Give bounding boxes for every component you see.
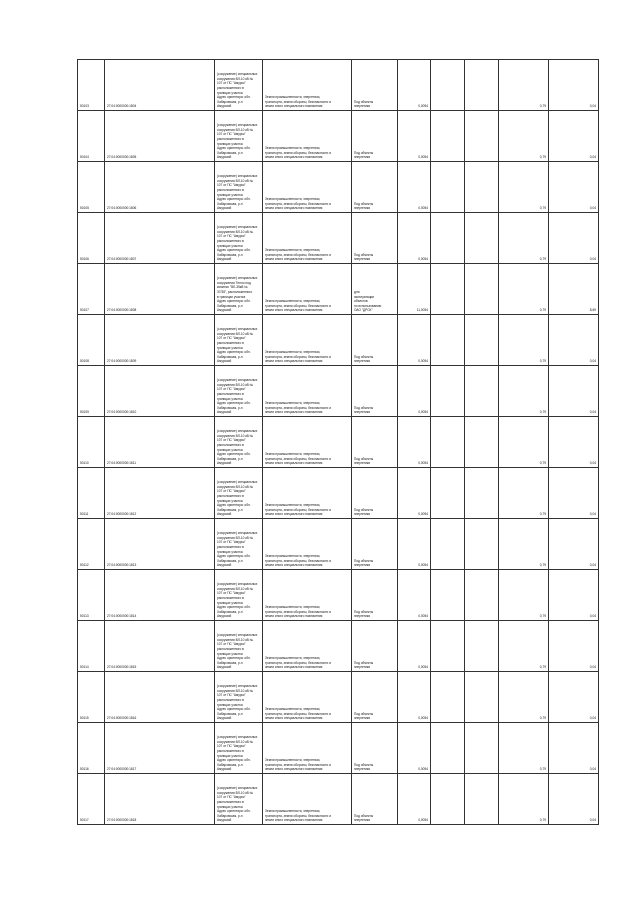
plot-area: 0,0054 (398, 672, 431, 723)
cadastral-number: 27:04:0000000:1811 (105, 417, 215, 468)
empty-cell (465, 366, 499, 417)
empty-cell (431, 519, 465, 570)
permitted-use: Под объекты энергетики (352, 366, 398, 417)
empty-cell (431, 672, 465, 723)
empty-cell (431, 621, 465, 672)
cadastral-number: 27:04:0000000:1812 (105, 468, 215, 519)
permitted-use: для эксплуатации объектов по использованию ОАО "ДРСК" (352, 264, 398, 315)
object-description: (сооружение) специальных сооружения ВЛ-10 кВ № 107 от ПС "Амурск" расположенного в границах участка Адрес ориентира: обл. Хабаровская, р-н Амурский (215, 621, 263, 672)
object-description: (сооружение) специальных сооружения ВЛ-10 кВ № 107 от ПС "Амурск" расположенного в границах участка Адрес ориентира: обл. Хабаровская, р-н Амурский (215, 315, 263, 366)
permitted-use: Под объекты энергетики (352, 417, 398, 468)
cadastral-number: 27:04:0000000:1816 (105, 672, 215, 723)
row-number: 50109 (78, 366, 105, 417)
rate-value: 0,79 (499, 162, 549, 213)
table-row (78, 264, 599, 315)
sum-value: 8,69 (549, 264, 599, 315)
cadastral-number: 27:04:0000000:1806 (105, 162, 215, 213)
rate-value: 0,79 (499, 366, 549, 417)
sum-value: 0,04 (549, 570, 599, 621)
empty-cell (465, 417, 499, 468)
rate-value: 0,79 (499, 315, 549, 366)
table-row (78, 417, 599, 468)
empty-cell (431, 570, 465, 621)
permitted-use: Под объекты энергетики (352, 774, 398, 825)
land-category: Земли промышленности, энергетики, транспорта, земли обороны, безопасности и земли иного специального назначения (263, 111, 352, 162)
object-description: (сооружение) специальных сооружения ВЛ-10 кВ № 107 от ПС "Амурск" расположенного в границах участка Адрес ориентира: обл. Хабаровская, р-н Амурский (215, 60, 263, 111)
rate-value: 0,79 (499, 570, 549, 621)
rate-value: 0,79 (499, 213, 549, 264)
empty-cell (431, 774, 465, 825)
empty-cell (465, 672, 499, 723)
land-category: Земли промышленности, энергетики, транспорта, земли обороны, безопасности и земли иного специального назначения (263, 162, 352, 213)
plot-area: 0,0054 (398, 366, 431, 417)
table-row (78, 111, 599, 162)
sum-value: 0,04 (549, 162, 599, 213)
row-number: 50113 (78, 570, 105, 621)
table-row (78, 672, 599, 723)
permitted-use: Под объекты энергетики (352, 570, 398, 621)
cadastral-number: 27:04:0000000:1818 (105, 774, 215, 825)
cadastral-number: 27:04:0000000:1807 (105, 213, 215, 264)
cadastral-number: 27:04:0000000:1808 (105, 264, 215, 315)
empty-cell (431, 417, 465, 468)
table-row (78, 213, 599, 264)
land-category: Земли промышленности, энергетики, транспорта, земли обороны, безопасности и земли иного специального назначения (263, 366, 352, 417)
table-row (78, 366, 599, 417)
land-category: Земли промышленности, энергетики, транспорта, земли обороны, безопасности и земли иного специального назначения (263, 60, 352, 111)
empty-cell (431, 213, 465, 264)
sum-value: 0,04 (549, 774, 599, 825)
rate-value: 0,79 (499, 621, 549, 672)
row-number: 50103 (78, 60, 105, 111)
row-number: 50106 (78, 213, 105, 264)
plot-area: 0,0054 (398, 60, 431, 111)
permitted-use: Под объекты энергетики (352, 315, 398, 366)
row-number: 50104 (78, 111, 105, 162)
object-description: (сооружение) специальных сооружения ВЛ-10 кВ № 107 от ПС "Амурск" расположенного в границах участка Адрес ориентира: обл. Хабаровская, р-н Амурский (215, 468, 263, 519)
permitted-use: Под объекты энергетики (352, 621, 398, 672)
sum-value: 0,04 (549, 366, 599, 417)
sum-value: 0,04 (549, 723, 599, 774)
table-row (78, 468, 599, 519)
rate-value: 0,79 (499, 60, 549, 111)
empty-cell (465, 111, 499, 162)
object-description: (сооружение) специальных сооружения Тепло под комлекс "ВЛ-35кВ № 37/38", расположенного в границах участка Адрес ориентира: обл. Хабаровская, р-н Амурский (215, 264, 263, 315)
land-category: Земли промышленности, энергетики, транспорта, земли обороны, безопасности и земли иного специального назначения (263, 570, 352, 621)
plot-area: 0,0054 (398, 774, 431, 825)
plot-area: 0,0054 (398, 621, 431, 672)
empty-cell (465, 315, 499, 366)
permitted-use: Под объекты энергетики (352, 672, 398, 723)
plot-area: 0,0054 (398, 519, 431, 570)
empty-cell (465, 774, 499, 825)
plot-area: 0,0054 (398, 723, 431, 774)
rate-value: 0,79 (499, 111, 549, 162)
table-row (78, 570, 599, 621)
land-category: Земли промышленности, энергетики, транспорта, земли обороны, безопасности и земли иного специального назначения (263, 315, 352, 366)
empty-cell (465, 621, 499, 672)
rate-value: 0,79 (499, 264, 549, 315)
land-category: Земли промышленности, энергетики, транспорта, земли обороны, безопасности и земли иного специального назначения (263, 264, 352, 315)
plot-area: 0,0054 (398, 417, 431, 468)
plot-area: 0,0054 (398, 570, 431, 621)
row-number: 50117 (78, 774, 105, 825)
permitted-use: Под объекты энергетики (352, 111, 398, 162)
permitted-use: Под объекты энергетики (352, 468, 398, 519)
cadastral-number: 27:04:0000000:1810 (105, 366, 215, 417)
land-category: Земли промышленности, энергетики, транспорта, земли обороны, безопасности и земли иного специального назначения (263, 672, 352, 723)
row-number: 50111 (78, 468, 105, 519)
object-description: (сооружение) специальных сооружения ВЛ-10 кВ № 107 от ПС "Амурск" расположенного в границах участка Адрес ориентира: обл. Хабаровская, р-н Амурский (215, 723, 263, 774)
empty-cell (431, 366, 465, 417)
table-row (78, 519, 599, 570)
object-description: (сооружение) специальных сооружения ВЛ-10 кВ № 107 от ПС "Амурск" расположенного в границах участка Адрес ориентира: обл. Хабаровская, р-н Амурский (215, 111, 263, 162)
land-category: Земли промышленности, энергетики, транспорта, земли обороны, безопасности и земли иного специального назначения (263, 621, 352, 672)
empty-cell (465, 264, 499, 315)
cadastral-number: 27:04:0000000:1813 (105, 519, 215, 570)
cadastral-number: 27:04:0000000:1804 (105, 60, 215, 111)
rate-value: 0,79 (499, 723, 549, 774)
permitted-use: Под объекты энергетики (352, 213, 398, 264)
rate-value: 0,79 (499, 519, 549, 570)
empty-cell (465, 60, 499, 111)
empty-cell (431, 60, 465, 111)
land-category: Земли промышленности, энергетики, транспорта, земли обороны, безопасности и земли иного специального назначения (263, 519, 352, 570)
sum-value: 0,04 (549, 111, 599, 162)
permitted-use: Под объекты энергетики (352, 519, 398, 570)
permitted-use: Под объекты энергетики (352, 723, 398, 774)
rate-value: 0,79 (499, 468, 549, 519)
object-description: (сооружение) специальных сооружения ВЛ-10 кВ № 107 от ПС "Амурск" расположенного в границах участка Адрес ориентира: обл. Хабаровская, р-н Амурский (215, 417, 263, 468)
empty-cell (465, 723, 499, 774)
land-category: Земли промышленности, энергетики, транспорта, земли обороны, безопасности и земли иного специального назначения (263, 417, 352, 468)
land-category: Земли промышленности, энергетики, транспорта, земли обороны, безопасности и земли иного специального назначения (263, 723, 352, 774)
empty-cell (431, 468, 465, 519)
permitted-use: Под объекты энергетики (352, 60, 398, 111)
row-number: 50114 (78, 621, 105, 672)
sum-value: 0,04 (549, 213, 599, 264)
sum-value: 0,04 (549, 519, 599, 570)
object-description: (сооружение) специальных сооружения ВЛ-10 кВ № 107 от ПС "Амурск" расположенного в границах участка Адрес ориентира: обл. Хабаровская, р-н Амурский (215, 519, 263, 570)
table-row (78, 60, 599, 111)
cadastral-number: 27:04:0000000:1814 (105, 570, 215, 621)
cadastral-number: 27:04:0000000:1817 (105, 723, 215, 774)
table-row (78, 315, 599, 366)
land-category: Земли промышленности, энергетики, транспорта, земли обороны, безопасности и земли иного специального назначения (263, 213, 352, 264)
empty-cell (465, 213, 499, 264)
plot-area: 0,0054 (398, 213, 431, 264)
row-number: 50116 (78, 723, 105, 774)
plot-area: 0,0054 (398, 111, 431, 162)
row-number: 50110 (78, 417, 105, 468)
empty-cell (431, 162, 465, 213)
sum-value: 0,04 (549, 621, 599, 672)
row-number: 50115 (78, 672, 105, 723)
empty-cell (431, 111, 465, 162)
row-number: 50105 (78, 162, 105, 213)
sum-value: 0,04 (549, 417, 599, 468)
sum-value: 0,04 (549, 60, 599, 111)
rate-value: 0,79 (499, 774, 549, 825)
object-description: (сооружение) специальных сооружения ВЛ-10 кВ № 107 от ПС "Амурск" расположенного в границах участка Адрес ориентира: обл. Хабаровская, р-н Амурский (215, 162, 263, 213)
row-number: 50107 (78, 264, 105, 315)
object-description: (сооружение) специальных сооружения ВЛ-10 кВ № 107 от ПС "Амурск" расположенного в границах участка Адрес ориентира: обл. Хабаровская, р-н Амурский (215, 570, 263, 621)
cadastral-number: 27:04:0000000:1815 (105, 621, 215, 672)
empty-cell (465, 468, 499, 519)
rate-value: 0,79 (499, 672, 549, 723)
object-description: (сооружение) специальных сооружения ВЛ-10 кВ № 107 от ПС "Амурск" расположенного в границах участка Адрес ориентира: обл. Хабаровская, р-н Амурский (215, 672, 263, 723)
cadastral-number: 27:04:0000000:1809 (105, 315, 215, 366)
cadastral-number: 27:04:0000000:1805 (105, 111, 215, 162)
plot-area: 0,0054 (398, 315, 431, 366)
land-plots-table (77, 59, 599, 825)
land-category: Земли промышленности, энергетики, транспорта, земли обороны, безопасности и земли иного специального назначения (263, 468, 352, 519)
table-row (78, 774, 599, 825)
empty-cell (431, 315, 465, 366)
land-category: Земли промышленности, энергетики, транспорта, земли обороны, безопасности и земли иного специального назначения (263, 774, 352, 825)
empty-cell (431, 723, 465, 774)
empty-cell (465, 570, 499, 621)
row-number: 50108 (78, 315, 105, 366)
plot-area: 0,0054 (398, 468, 431, 519)
empty-cell (465, 162, 499, 213)
empty-cell (431, 264, 465, 315)
table-row (78, 162, 599, 213)
permitted-use: Под объекты энергетики (352, 162, 398, 213)
object-description: (сооружение) специальных сооружения ВЛ-10 кВ № 107 от ПС "Амурск" расположенного в границах участка Адрес ориентира: обл. Хабаровская, р-н Амурский (215, 213, 263, 264)
empty-cell (465, 519, 499, 570)
table-row (78, 621, 599, 672)
table-row (78, 723, 599, 774)
row-number: 50112 (78, 519, 105, 570)
object-description: (сооружение) специальных сооружения ВЛ-10 кВ № 107 от ПС "Амурск" расположенного в границах участка Адрес ориентира: обл. Хабаровская, р-н Амурский (215, 366, 263, 417)
sum-value: 0,04 (549, 672, 599, 723)
sum-value: 0,04 (549, 315, 599, 366)
table-body (78, 60, 599, 825)
object-description: (сооружение) специальных сооружения ВЛ-10 кВ № 107 от ПС "Амурск" расположенного в границах участка Адрес ориентира: обл. Хабаровская, р-н Амурский (215, 774, 263, 825)
sum-value: 0,04 (549, 468, 599, 519)
plot-area: 0,0054 (398, 162, 431, 213)
plot-area: 11,0054 (398, 264, 431, 315)
rate-value: 0,79 (499, 417, 549, 468)
